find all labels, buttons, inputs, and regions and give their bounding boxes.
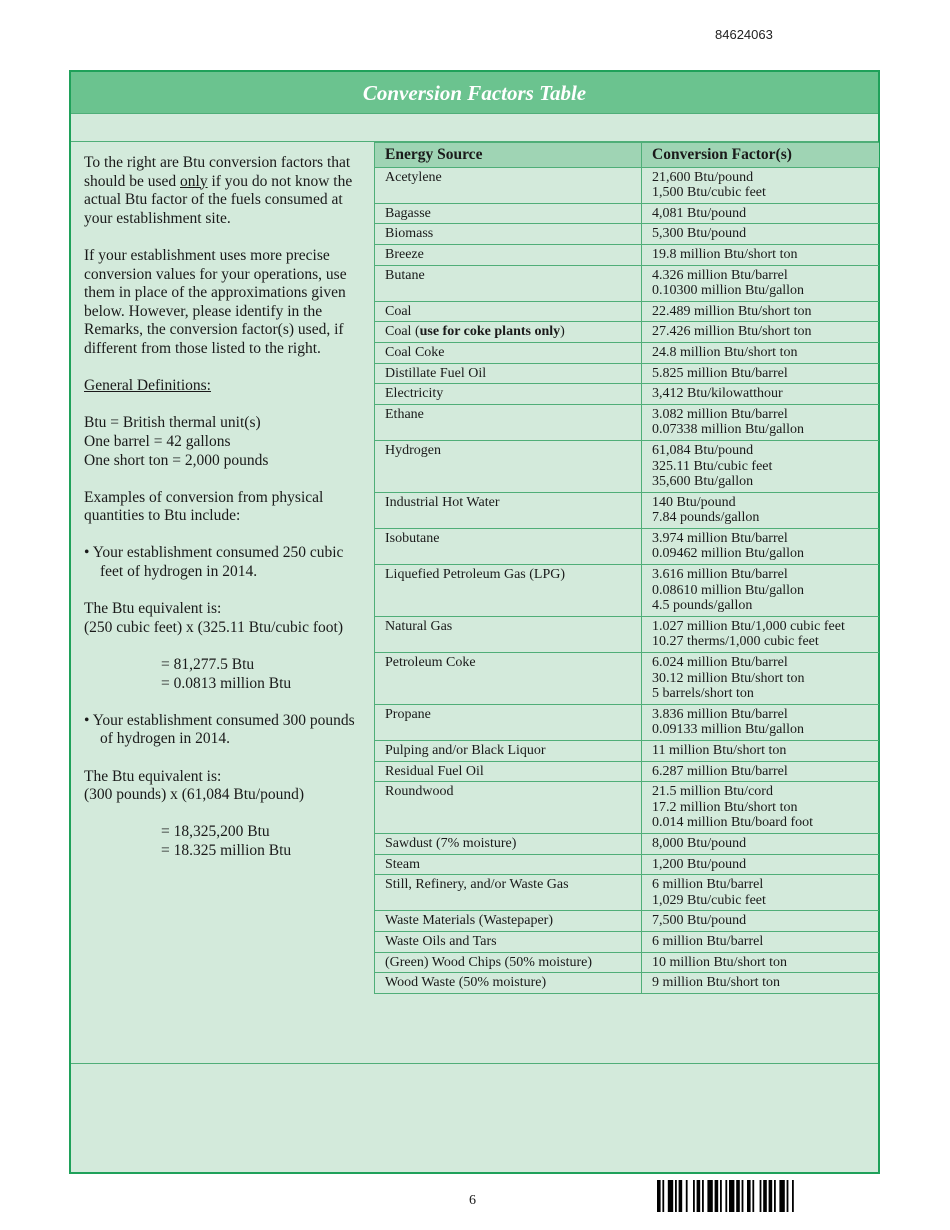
conversion-factor-cell — [642, 528, 879, 564]
table-body — [375, 167, 879, 993]
energy-source-name: Hydrogen — [385, 442, 441, 458]
intro-text-a: To the right are Btu conversion factors that should be used — [84, 154, 351, 190]
example-2-result-million: = 18.325 million Btu — [161, 841, 292, 859]
conversion-factor: 9 million Btu/short ton — [652, 975, 780, 991]
energy-source-name: Steam — [385, 856, 420, 872]
energy-source-cell — [375, 833, 642, 854]
definitions-block — [84, 414, 369, 470]
conversion-factor: 1,200 Btu/pound — [652, 856, 747, 872]
conversion-factor: 0.07338 million Btu/gallon — [652, 422, 805, 438]
panel-title: Conversion Factors Table — [71, 72, 878, 114]
conversion-factor: 140 Btu/pound — [652, 494, 736, 510]
energy-source-name: (Green) Wood Chips (50% moisture) — [385, 954, 593, 970]
energy-source-cell — [375, 384, 642, 405]
energy-source-cell — [375, 741, 642, 762]
conversion-factor: 17.2 million Btu/short ton — [652, 799, 798, 815]
energy-source-cell — [375, 704, 642, 740]
conversion-factor: 7,500 Btu/pound — [652, 913, 747, 929]
example-2-equation — [84, 768, 369, 805]
table-row — [375, 265, 879, 301]
conversion-factor-cell — [642, 973, 879, 994]
example-1-results — [84, 656, 369, 693]
energy-source-note: use for coke plants only — [419, 324, 561, 340]
definition-btu: Btu = British thermal unit(s) — [84, 414, 261, 432]
energy-source-name: Petroleum Coke — [385, 655, 476, 671]
energy-source-name: Natural Gas — [385, 618, 453, 634]
conversion-factor-cell — [642, 854, 879, 875]
table-row — [375, 782, 879, 834]
energy-source-name: Coal ( — [385, 324, 420, 340]
conversion-factor: 0.014 million Btu/board foot — [652, 815, 813, 831]
table-row — [375, 761, 879, 782]
conversion-factor-cell — [642, 761, 879, 782]
table-row — [375, 911, 879, 932]
conversion-factor: 6 million Btu/barrel — [652, 933, 764, 949]
energy-source-cell — [375, 528, 642, 564]
table-row — [375, 322, 879, 343]
energy-source-cell — [375, 616, 642, 652]
conversion-factor-cell — [642, 342, 879, 363]
conversion-factor-cell — [642, 565, 879, 617]
conversion-factor-cell — [642, 782, 879, 834]
example-2-results — [84, 823, 369, 860]
table-row — [375, 404, 879, 440]
conversion-factor-cell — [642, 440, 879, 492]
energy-source-cell — [375, 167, 642, 203]
conversion-factor-cell — [642, 931, 879, 952]
energy-source-name: Ethane — [385, 406, 424, 422]
energy-source-name: Coal — [385, 303, 412, 319]
conversion-factor: 6 million Btu/barrel — [652, 877, 764, 893]
document-id-number: 84624063 — [715, 27, 773, 42]
conversion-factor: 30.12 million Btu/short ton — [652, 670, 805, 686]
energy-source-name: Sawdust (7% moisture) — [385, 835, 517, 851]
conversion-table-wrapper — [374, 142, 878, 994]
example-1-formula: (250 cubic feet) x (325.11 Btu/cubic foot) — [84, 618, 343, 636]
energy-source-cell — [375, 875, 642, 911]
conversion-factor: 3.836 million Btu/barrel — [652, 706, 788, 722]
energy-source-name: Electricity — [385, 386, 444, 402]
conversion-factor: 3.616 million Btu/barrel — [652, 567, 788, 583]
conversion-factor: 7.84 pounds/gallon — [652, 510, 760, 526]
energy-source-name-end: ) — [560, 324, 565, 340]
conversion-factor-cell — [642, 244, 879, 265]
conversion-factor-cell — [642, 741, 879, 762]
table-row — [375, 384, 879, 405]
energy-source-cell — [375, 404, 642, 440]
conversion-factor-cell — [642, 404, 879, 440]
conversion-factor-cell — [642, 704, 879, 740]
energy-source-cell — [375, 440, 642, 492]
energy-source-cell — [375, 265, 642, 301]
energy-source-name: Butane — [385, 267, 425, 283]
energy-source-name: Wood Waste (50% moisture) — [385, 975, 547, 991]
example-2-bullet: • Your establishment consumed 300 pounds of hydrogen in 2014. — [84, 711, 355, 748]
example-1-result-btu: = 81,277.5 Btu — [161, 656, 255, 674]
energy-source-cell — [375, 911, 642, 932]
page-number: 6 — [469, 1193, 476, 1208]
table-row — [375, 875, 879, 911]
energy-source-cell — [375, 492, 642, 528]
conversion-factor: 10.27 therms/1,000 cubic feet — [652, 634, 819, 650]
general-definitions-heading: General Definitions: — [84, 377, 211, 395]
table-row — [375, 952, 879, 973]
conversion-factor: 27.426 million Btu/short ton — [652, 324, 812, 340]
conversion-factor-cell — [642, 265, 879, 301]
conversion-factor: 3,412 Btu/kilowatthour — [652, 386, 783, 402]
conversion-factor: 5 barrels/short ton — [652, 686, 754, 702]
energy-source-cell — [375, 761, 642, 782]
example-1-equation — [84, 600, 369, 637]
conversion-factor-cell — [642, 301, 879, 322]
table-row — [375, 440, 879, 492]
conversion-factor: 22.489 million Btu/short ton — [652, 303, 812, 319]
table-row — [375, 363, 879, 384]
energy-source-name: Acetylene — [385, 169, 442, 185]
energy-source-name: Pulping and/or Black Liquor — [385, 743, 546, 758]
conversion-factor: 21.5 million Btu/cord — [652, 784, 773, 800]
energy-source-cell — [375, 931, 642, 952]
conversion-factor: 6.287 million Btu/barrel — [652, 763, 788, 779]
conversion-factor: 6.024 million Btu/barrel — [652, 655, 788, 671]
divider — [71, 1063, 878, 1064]
intro-text-b: if you do not know the actual Btu factor of the fuels consumed at your establishment site. — [84, 172, 353, 227]
table-row — [375, 931, 879, 952]
precise-values-paragraph: If your establishment uses more precise conversion values for your operations, use them in place of the approximations given below. However, please identify in the Remarks, the conversion factor(s) used, if different from those listed to the right. — [84, 246, 347, 357]
conversion-factor-cell — [642, 616, 879, 652]
table-row — [375, 741, 879, 762]
table-row — [375, 167, 879, 203]
conversion-factor-cell — [642, 167, 879, 203]
table-row — [375, 616, 879, 652]
conversion-factor-cell — [642, 833, 879, 854]
conversion-factor: 0.09462 million Btu/gallon — [652, 546, 805, 562]
table-row — [375, 833, 879, 854]
barcode-icon — [657, 1180, 837, 1212]
conversion-factors-table — [374, 142, 879, 994]
conversion-factor: 1.027 million Btu/1,000 cubic feet — [652, 618, 845, 634]
conversion-factor: 4,081 Btu/pound — [652, 205, 747, 221]
energy-source-cell — [375, 565, 642, 617]
energy-source-name: Biomass — [385, 226, 434, 242]
energy-source-cell — [375, 952, 642, 973]
energy-source-cell — [375, 973, 642, 994]
table-row — [375, 492, 879, 528]
energy-source-cell — [375, 342, 642, 363]
energy-source-cell — [375, 782, 642, 834]
table-row — [375, 301, 879, 322]
definition-barrel: One barrel = 42 gallons — [84, 432, 231, 450]
table-row — [375, 973, 879, 994]
conversion-factor: 5.825 million Btu/barrel — [652, 365, 788, 381]
conversion-factor: 5,300 Btu/pound — [652, 226, 747, 242]
example-1-bullet: • Your establishment consumed 250 cubic feet of hydrogen in 2014. — [84, 544, 344, 581]
energy-source-cell — [375, 244, 642, 265]
conversion-factor-cell — [642, 224, 879, 245]
energy-source-name: Still, Refinery, and/or Waste Gas — [385, 877, 569, 893]
energy-source-cell — [375, 363, 642, 384]
conversion-factor-cell — [642, 322, 879, 343]
conversion-factor: 0.09133 million Btu/gallon — [652, 722, 805, 738]
definition-short-ton: One short ton = 2,000 pounds — [84, 451, 269, 469]
conversion-factor-cell — [642, 363, 879, 384]
table-row — [375, 854, 879, 875]
conversion-factor: 325.11 Btu/cubic feet — [652, 458, 773, 474]
energy-source-name: Residual Fuel Oil — [385, 763, 484, 779]
conversion-factor-cell — [642, 952, 879, 973]
conversion-factor: 61,084 Btu/pound — [652, 442, 754, 458]
conversion-factor: 4.5 pounds/gallon — [652, 598, 753, 614]
example-2-formula: (300 pounds) x (61,084 Btu/pound) — [84, 786, 305, 804]
conversion-factor: 3.082 million Btu/barrel — [652, 406, 788, 422]
energy-source-name: Waste Materials (Wastepaper) — [385, 913, 553, 929]
table-row — [375, 704, 879, 740]
table-row — [375, 342, 879, 363]
table-row — [375, 203, 879, 224]
table-row — [375, 224, 879, 245]
conversion-factor: 21,600 Btu/pound — [652, 169, 754, 185]
energy-source-name: Propane — [385, 706, 431, 722]
energy-source-cell — [375, 322, 642, 343]
energy-source-cell — [375, 301, 642, 322]
conversion-factor: 0.10300 million Btu/gallon — [652, 283, 805, 299]
conversion-factor: 35,600 Btu/gallon — [652, 474, 754, 490]
conversion-factor-cell — [642, 203, 879, 224]
energy-source-name: Liquefied Petroleum Gas (LPG) — [385, 567, 566, 583]
conversion-factor: 4.326 million Btu/barrel — [652, 267, 788, 283]
conversion-factor: 0.08610 million Btu/gallon — [652, 582, 805, 598]
energy-source-cell — [375, 653, 642, 705]
example-2-equiv-label: The Btu equivalent is: — [84, 767, 222, 785]
table-row — [375, 528, 879, 564]
energy-source-cell — [375, 224, 642, 245]
energy-source-name: Bagasse — [385, 205, 431, 221]
conversion-factors-panel — [69, 70, 880, 1174]
conversion-factor-cell — [642, 492, 879, 528]
conversion-factor: 19.8 million Btu/short ton — [652, 246, 798, 262]
examples-intro: Examples of conversion from physical quantities to Btu include: — [84, 488, 324, 525]
table-row — [375, 653, 879, 705]
table-header-row — [375, 143, 879, 168]
header-conversion-factors: Conversion Factor(s) — [642, 143, 879, 168]
intro-only-emphasis: only — [180, 172, 208, 190]
table-row — [375, 244, 879, 265]
conversion-factor-cell — [642, 653, 879, 705]
conversion-factor: 10 million Btu/short ton — [652, 954, 787, 970]
conversion-factor: 8,000 Btu/pound — [652, 835, 747, 851]
conversion-factor: 1,500 Btu/cubic feet — [652, 185, 766, 201]
energy-source-cell — [375, 854, 642, 875]
conversion-factor-cell — [642, 875, 879, 911]
example-1-equiv-label: The Btu equivalent is: — [84, 600, 222, 618]
intro-paragraph — [84, 154, 369, 228]
energy-source-name: Distillate Fuel Oil — [385, 365, 487, 381]
instructions-column — [84, 154, 369, 879]
conversion-factor-cell — [642, 384, 879, 405]
header-energy-source: Energy Source — [375, 143, 642, 168]
table-row — [375, 565, 879, 617]
conversion-factor: 11 million Btu/short ton — [652, 743, 787, 758]
conversion-factor-cell — [642, 911, 879, 932]
example-1-result-million: = 0.0813 million Btu — [161, 674, 292, 692]
energy-source-name: Waste Oils and Tars — [385, 933, 497, 949]
energy-source-name: Coal Coke — [385, 344, 445, 360]
conversion-factor: 24.8 million Btu/short ton — [652, 344, 798, 360]
energy-source-name: Breeze — [385, 246, 424, 262]
energy-source-name: Roundwood — [385, 784, 454, 800]
example-2-result-btu: = 18,325,200 Btu — [161, 823, 270, 841]
conversion-factor: 1,029 Btu/cubic feet — [652, 892, 766, 908]
energy-source-cell — [375, 203, 642, 224]
conversion-factor: 3.974 million Btu/barrel — [652, 530, 788, 546]
energy-source-name: Industrial Hot Water — [385, 494, 500, 510]
energy-source-name: Isobutane — [385, 530, 440, 546]
